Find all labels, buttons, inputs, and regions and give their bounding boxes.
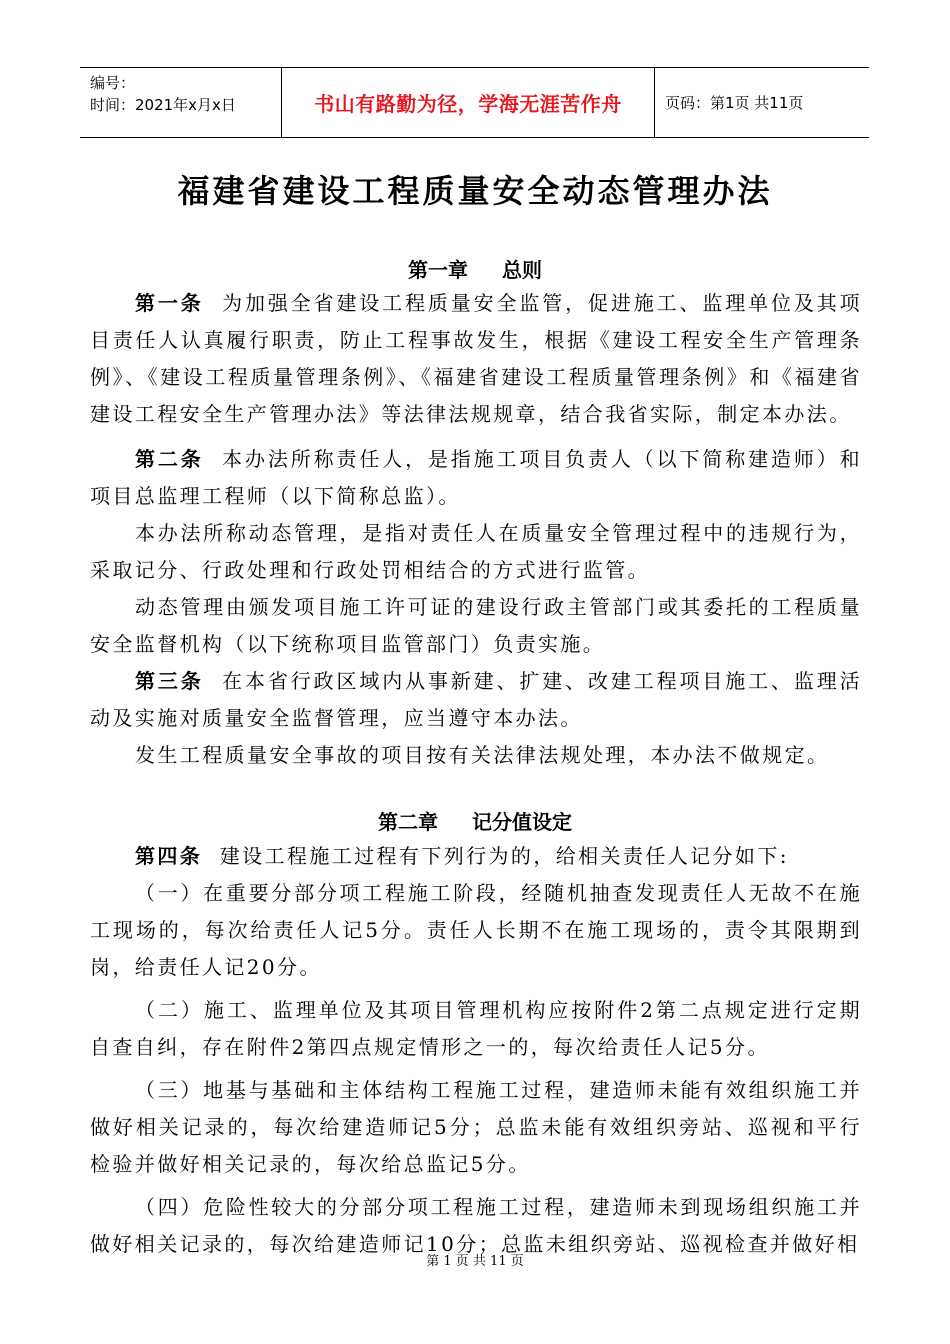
article-3-paragraph-2: 发生工程质量安全事故的项目按有关法律法规处理，本办法不做规定。 <box>135 743 830 767</box>
article-4-text: 建设工程施工过程有下列行为的，给相关责任人记分如下: <box>219 844 789 868</box>
chapter-2-name: 记分值设定 <box>472 810 572 834</box>
document-header-table <box>80 67 869 138</box>
article-1-text: 为加强全省建设工程质量安全监管，促进施工、监理单位及其项目责任人认真履行职责，防止工程事故发生，根据《建设工程安全生产管理条例》、《建设工程质量管理条例》、《福建省建设工程质量管理条例》和《福建省建设工程安全生产管理办法》等法律法规规章，结合我省实际，制定本办法。 <box>90 291 863 426</box>
article-1 <box>90 285 862 433</box>
article-4-item-2: （二）施工、监理单位及其项目管理机构应按附件2第二点规定进行定期自查自纠，存在附件2第四点规定情形之一的，每次给责任人记5分。 <box>90 998 862 1059</box>
article-1-head: 第一条 <box>135 291 204 315</box>
article-2 <box>90 441 862 515</box>
body-section-1 <box>90 285 862 774</box>
article-2-paragraph-2: 本办法所称动态管理，是指对责任人在质量安全管理过程中的违规行为，采取记分、行政处理和行政处罚相结合的方式进行监管。 <box>90 521 862 582</box>
time-label: 时间：2021年x月x日 <box>90 96 236 114</box>
page-info: 页码：第1页 共11页 <box>665 94 804 112</box>
article-2-head: 第二条 <box>135 447 204 471</box>
article-3-head: 第三条 <box>135 669 204 693</box>
chapter-1-name: 总则 <box>502 258 542 282</box>
chapter-1-number: 第一章 <box>408 258 468 282</box>
chapter-2-heading <box>0 806 950 835</box>
article-4 <box>90 838 862 875</box>
motto-text: 书山有路勤为径，学海无涯苦作舟 <box>281 68 655 137</box>
article-4-item-3: （三）地基与基础和主体结构工程施工过程，建造师未能有效组织施工并做好相关记录的，每次给建造师记5分；总监未能有效组织旁站、巡视和平行检验并做好相关记录的，每次给总监记5分。 <box>90 1078 862 1176</box>
chapter-1-heading <box>0 254 950 283</box>
chapter-2-number: 第二章 <box>378 810 438 834</box>
number-label: 编号： <box>90 74 136 92</box>
article-3 <box>90 663 862 737</box>
document-title: 福建省建设工程质量安全动态管理办法 <box>177 172 773 210</box>
header-meta-cell <box>80 68 281 137</box>
article-3-text: 在本省行政区域内从事新建、扩建、改建工程项目施工、监理活动及实施对质量安全监督管理，应当遵守本办法。 <box>90 669 863 730</box>
article-4-item-4: （四）危险性较大的分部分项工程施工过程，建造师未到现场组织施工并做好相关记录的，每次给建造师记10分；总监未组织旁站、巡视检查并做好相 <box>90 1195 862 1256</box>
article-4-item-1: （一）在重要分部分项工程施工阶段，经随机抽查发现责任人无故不在施工现场的，每次给责任人记5分。责任人长期不在施工现场的，责令其限期到岗，给责任人记20分。 <box>90 881 862 979</box>
page-footer: 第 1 页 共 11 页 <box>426 1254 524 1269</box>
body-section-2 <box>90 838 862 1263</box>
article-4-head: 第四条 <box>135 844 203 868</box>
article-2-text: 本办法所称责任人，是指施工项目负责人（以下简称建造师）和项目总监理工程师（以下简称总监）。 <box>90 447 863 508</box>
article-2-paragraph-3: 动态管理由颁发项目施工许可证的建设行政主管部门或其委托的工程质量安全监督机构（以下统称项目监管部门）负责实施。 <box>90 595 862 656</box>
